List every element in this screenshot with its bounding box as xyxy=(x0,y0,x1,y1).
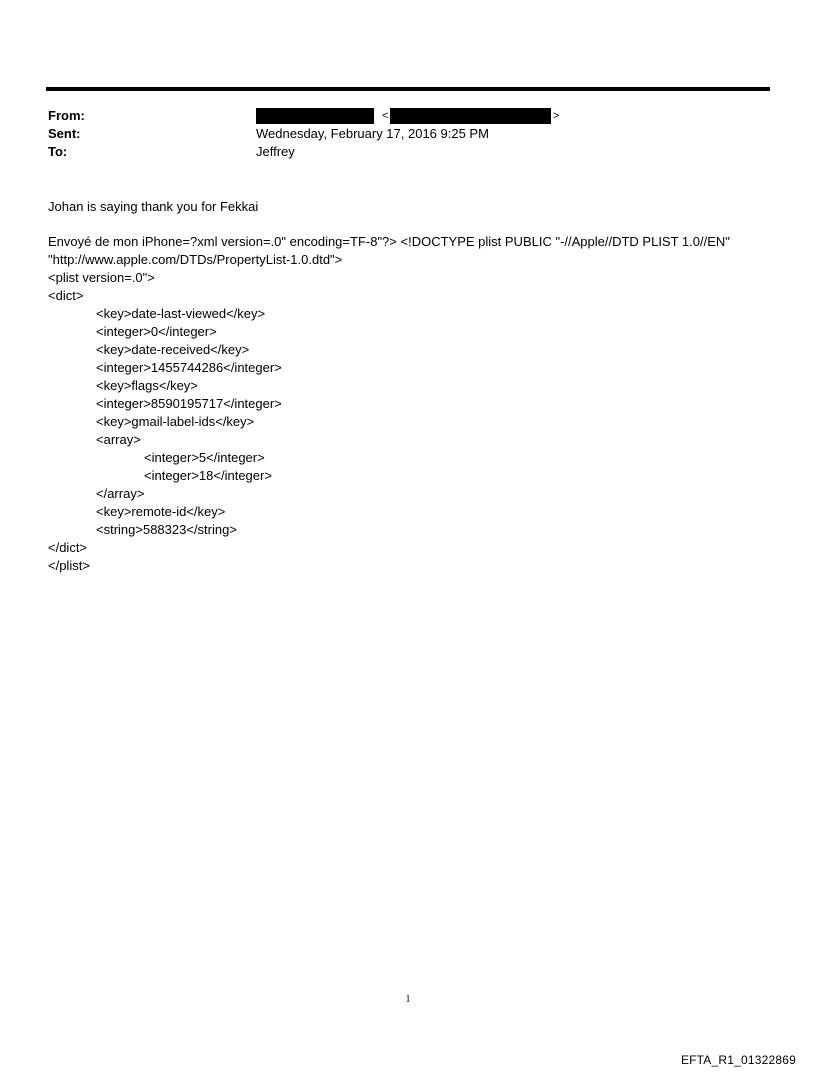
integer-zero: <integer>0</integer> xyxy=(96,324,217,339)
sender-name-redaction xyxy=(256,108,374,124)
integer-flags: <integer>8590195717</integer> xyxy=(96,396,282,411)
from-label: From: xyxy=(48,108,85,123)
document-id: EFTA_R1_01322869 xyxy=(680,1053,796,1067)
sent-label: Sent: xyxy=(48,126,81,141)
array-close-tag: </array> xyxy=(96,486,145,501)
integer-eighteen: <integer>18</integer> xyxy=(144,468,272,483)
header-rule xyxy=(46,87,770,91)
integer-five: <integer>5</integer> xyxy=(144,450,265,465)
plist-open-tag: <plist version=.0"> xyxy=(48,270,155,285)
sender-email-redaction xyxy=(390,108,551,124)
key-date-last-viewed: <key>date-last-viewed</key> xyxy=(96,306,266,321)
plist-line-2: "http://www.apple.com/DTDs/PropertyList-1.0.dtd"> xyxy=(48,252,343,267)
integer-date-received: <integer>1455744286</integer> xyxy=(96,360,282,375)
string-remote-id: <string>588323</string> xyxy=(96,522,237,537)
page-number: 1 xyxy=(405,994,411,1005)
sent-row xyxy=(48,125,768,143)
key-remote-id: <key>remote-id</key> xyxy=(96,504,226,519)
greeting-text: Johan is saying thank you for Fekkai xyxy=(48,199,259,214)
plist-close-tag: </plist> xyxy=(48,558,90,573)
sent-value: Wednesday, February 17, 2016 9:25 PM xyxy=(256,126,489,141)
key-gmail-label-ids: <key>gmail-label-ids</key> xyxy=(96,414,255,429)
to-value: Jeffrey xyxy=(256,144,295,159)
dict-open-tag: <dict> xyxy=(48,288,84,303)
from-row xyxy=(48,107,768,125)
array-open-tag: <array> xyxy=(96,432,141,447)
key-flags: <key>flags</key> xyxy=(96,378,198,393)
to-row xyxy=(48,143,768,161)
to-label: To: xyxy=(48,144,68,159)
key-date-received: <key>date-received</key> xyxy=(96,342,250,357)
dict-close-tag: </dict> xyxy=(48,540,88,555)
plist-line-1: Envoyé de mon iPhone=?xml version=.0" encoding=TF-8"?> <!DOCTYPE plist PUBLIC "-//Apple//DTD PLIST 1.0//EN" xyxy=(48,234,730,249)
from-open-angle: < xyxy=(382,110,389,122)
from-close-angle: > xyxy=(553,110,560,122)
